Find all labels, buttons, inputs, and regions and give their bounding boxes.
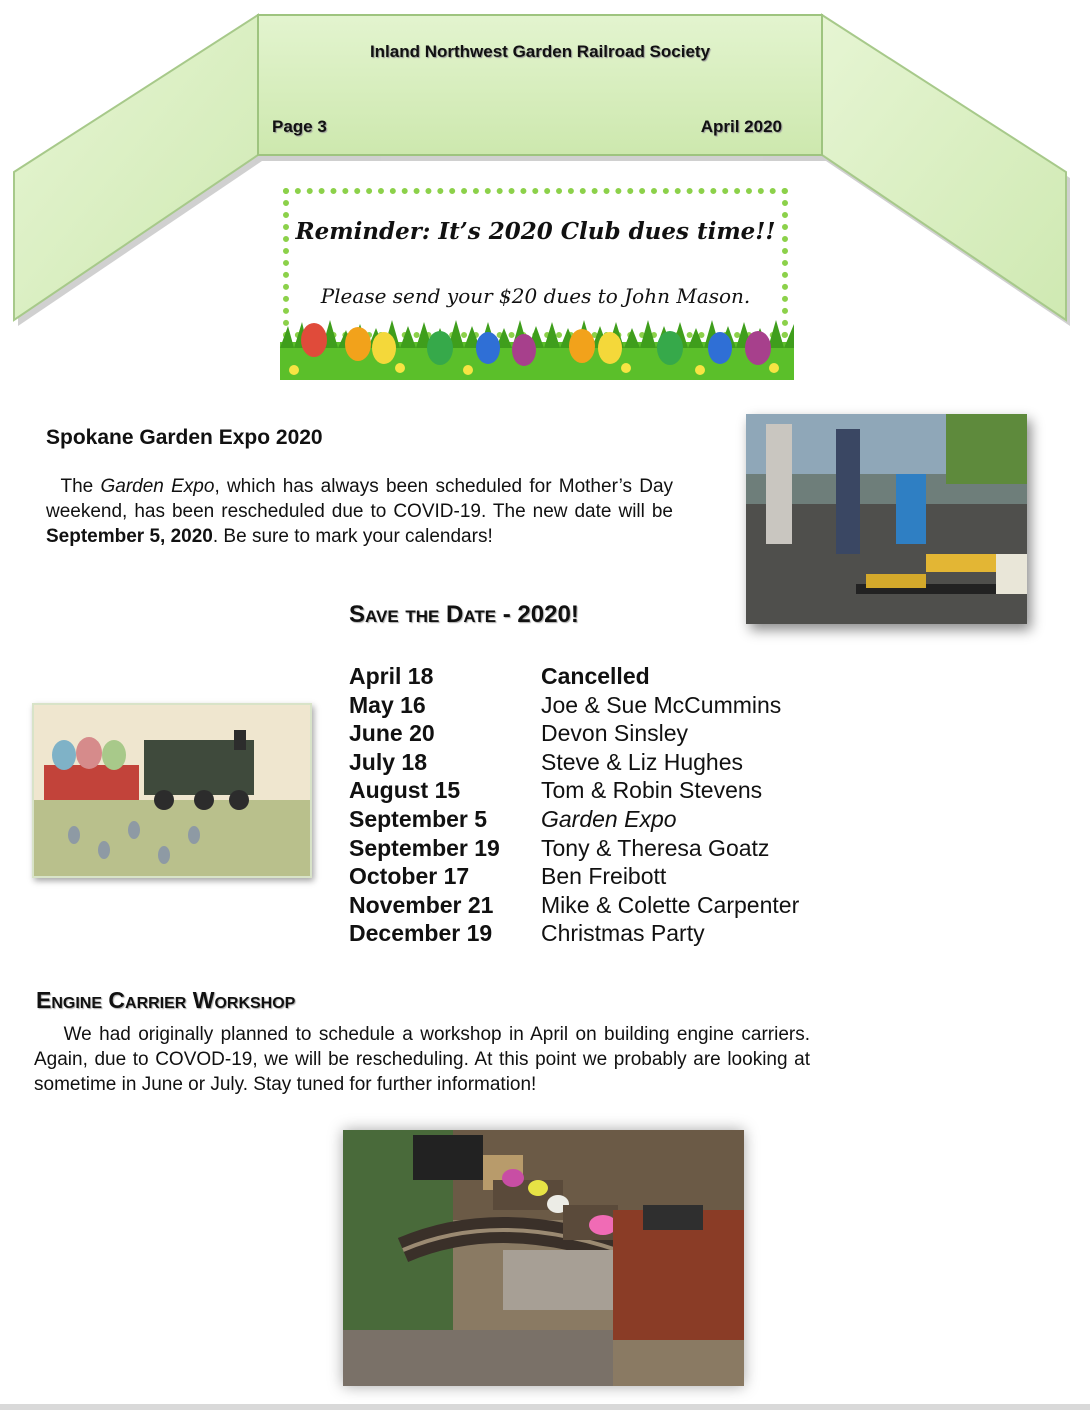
schedule-host: Tony & Theresa Goatz [541, 834, 770, 861]
schedule-date: July 18 [349, 748, 427, 775]
schedule-host: Joe & Sue McCummins [541, 691, 782, 718]
schedule-row [349, 891, 869, 920]
schedule-host: Devon Sinsley [541, 720, 689, 747]
schedule-row [349, 919, 869, 948]
society-name: Inland Northwest Garden Railroad Society [369, 42, 711, 61]
schedule-host: Steve & Liz Hughes [541, 748, 744, 775]
expo-paragraph [46, 474, 673, 549]
expo-heading: Spokane Garden Expo 2020 [46, 426, 323, 449]
expo-new-date: September 5, 2020 [46, 526, 213, 547]
schedule-host: Tom & Robin Stevens [541, 777, 763, 804]
schedule-date: May 16 [349, 691, 426, 718]
workshop-text: We had originally planned to schedule a workshop in April on building engine carriers. Again, due to COVOD-19, we will be rescheduling. At this point we probably are looking at sometime in June or July. Stay tuned for further information! [34, 1024, 810, 1095]
schedule-host: Cancelled [541, 663, 650, 689]
schedule-date: June 20 [349, 720, 435, 747]
schedule-row [349, 834, 869, 863]
schedule-host: Mike & Colette Carpenter [541, 891, 800, 918]
schedule-row [349, 805, 869, 834]
reminder-text: Please send your $20 dues to John Mason. [320, 284, 751, 308]
schedule-date: August 15 [349, 777, 461, 804]
schedule-date: November 21 [349, 891, 494, 918]
schedule-host: Ben Freibott [541, 863, 667, 890]
page-number: Page 3 [272, 117, 327, 136]
schedule-row [349, 776, 869, 805]
reminder-title: Reminder: It’s 2020 Club dues time!! [295, 218, 776, 245]
expo-text-mid: , which has always been scheduled for Mother’s Day weekend, has been rescheduled due to COVID-19. The new date will be [46, 476, 674, 522]
schedule-date: September 19 [349, 834, 500, 861]
schedule-row [349, 748, 869, 777]
reminder-box [283, 188, 788, 338]
schedule-row [349, 662, 869, 691]
easter-egg-grass-image [280, 318, 794, 380]
meeting-schedule [349, 662, 869, 948]
schedule-host: Garden Expo [541, 805, 677, 832]
workshop-heading: Engine Carrier Workshop [36, 987, 296, 1013]
schedule-date: September 5 [349, 805, 488, 832]
schedule-row [349, 719, 869, 748]
save-the-date-heading: Save the Date - 2020! [349, 601, 579, 628]
easter-train-postcard-image [32, 703, 312, 878]
expo-text-the: The [60, 476, 94, 497]
expo-text-italic: Garden Expo [100, 476, 215, 497]
garden-train-photo [343, 1130, 744, 1386]
schedule-date: April 18 [349, 663, 434, 689]
schedule-row [349, 691, 869, 720]
workshop-paragraph [34, 1022, 810, 1097]
schedule-row [349, 862, 869, 891]
schedule-host: Christmas Party [541, 920, 705, 947]
page-bottom-border [0, 1404, 1090, 1410]
issue-date: April 2020 [700, 117, 782, 136]
garden-expo-photo [746, 414, 1027, 624]
expo-text-end: . Be sure to mark your calendars! [212, 526, 493, 547]
schedule-date: October 17 [349, 863, 470, 890]
schedule-date: December 19 [349, 920, 493, 947]
